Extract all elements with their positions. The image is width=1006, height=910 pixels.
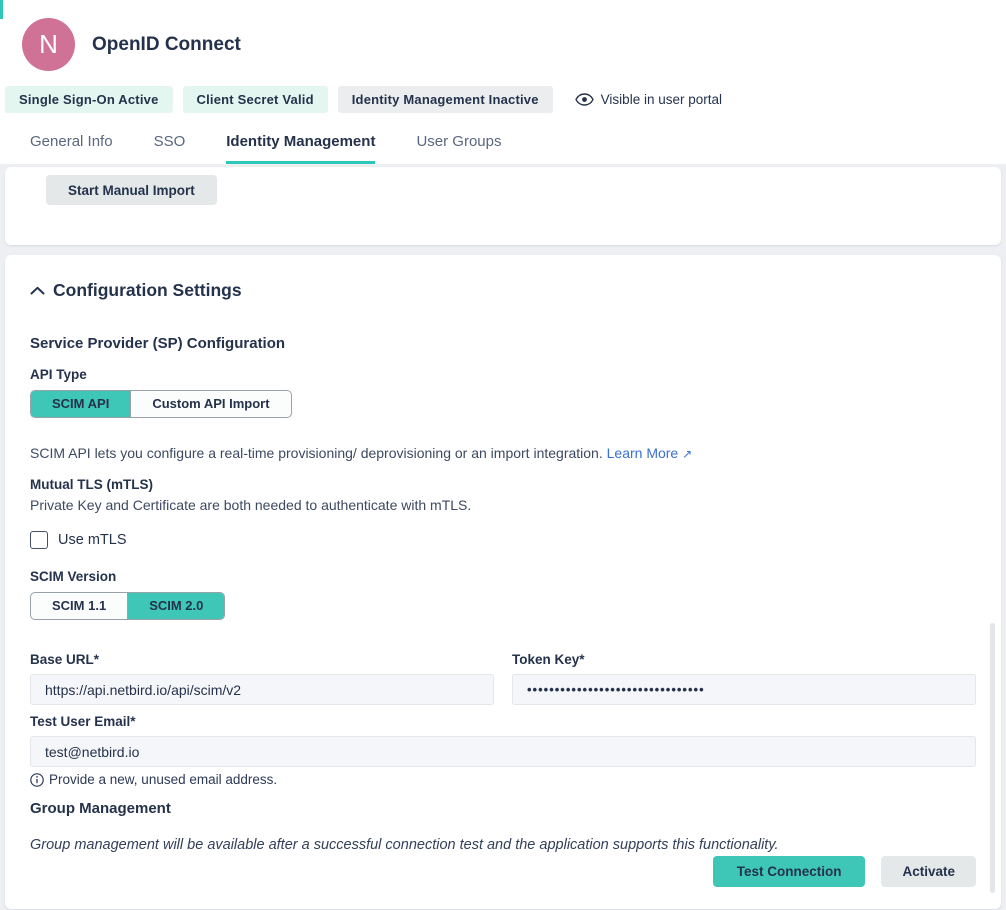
sp-configuration-heading: Service Provider (SP) Configuration [30,335,286,352]
tab-identity-management[interactable]: Identity Management [226,133,375,164]
test-connection-button[interactable]: Test Connection [713,856,866,887]
external-link-icon: ↗ [682,447,693,461]
app-header [0,0,1006,164]
base-url-input[interactable] [30,674,494,705]
learn-more-link[interactable] [607,445,693,461]
status-badge-client-secret: Client Secret Valid [183,86,328,113]
scim-version-option-11[interactable]: SCIM 1.1 [52,598,107,613]
actions-row [30,856,976,887]
scim-description [30,445,976,461]
api-type-label: API Type [30,367,87,382]
mtls-heading: Mutual TLS (mTLS) [30,477,153,492]
content-area [0,164,1006,909]
page-title: OpenID Connect [92,33,241,55]
configuration-settings-card [5,255,1001,909]
test-email-label: Test User Email* [30,714,136,729]
use-mtls-checkbox-row[interactable] [30,531,976,549]
configuration-settings-header[interactable] [30,280,976,301]
scrollbar-thumb[interactable] [990,623,995,893]
avatar: N [22,18,75,71]
portal-visibility [575,92,722,107]
status-badges-row [0,71,1006,113]
use-mtls-label: Use mTLS [58,532,127,548]
scim-version-label: SCIM Version [30,569,117,584]
test-email-input[interactable] [30,736,976,767]
tab-bar [0,113,1006,164]
api-type-option-scim[interactable]: SCIM API [31,391,130,417]
status-badge-sso-active: Single Sign-On Active [5,86,173,113]
configuration-settings-title: Configuration Settings [53,280,242,300]
activate-button[interactable]: Activate [881,856,976,887]
chevron-up-icon [30,286,45,295]
url-token-row [30,652,976,705]
group-management-heading: Group Management [30,800,171,817]
api-type-option-custom[interactable]: Custom API Import [130,391,290,417]
api-type-toggle [30,390,292,418]
portal-visibility-label: Visible in user portal [600,92,722,107]
scim-version-option-20[interactable]: SCIM 2.0 [127,593,224,619]
tab-user-groups[interactable]: User Groups [416,133,502,150]
test-email-field [30,714,976,787]
token-key-input[interactable] [512,674,976,705]
test-email-hint [30,772,976,787]
use-mtls-checkbox[interactable] [30,531,48,549]
tab-general-info[interactable]: General Info [30,133,113,150]
scim-description-text: SCIM API lets you configure a real-time provisioning/ deprovisioning or an import integration. [30,445,603,461]
page-edge-accent [0,0,3,19]
token-key-label: Token Key* [512,652,585,667]
test-email-hint-text: Provide a new, unused email address. [49,772,278,787]
scim-version-toggle [30,592,225,620]
base-url-label: Base URL* [30,652,100,667]
learn-more-label: Learn More [606,445,679,461]
mtls-description: Private Key and Certificate are both needed to authenticate with mTLS. [30,497,472,513]
tab-sso[interactable]: SSO [153,133,186,150]
manual-import-card [5,167,1001,245]
status-badge-idm-inactive: Identity Management Inactive [338,86,553,113]
info-icon [30,773,44,787]
group-management-note: Group management will be available after a successful connection test and the application supports this functionality. [30,837,779,853]
eye-icon [575,93,594,106]
start-manual-import-button[interactable]: Start Manual Import [46,175,217,205]
